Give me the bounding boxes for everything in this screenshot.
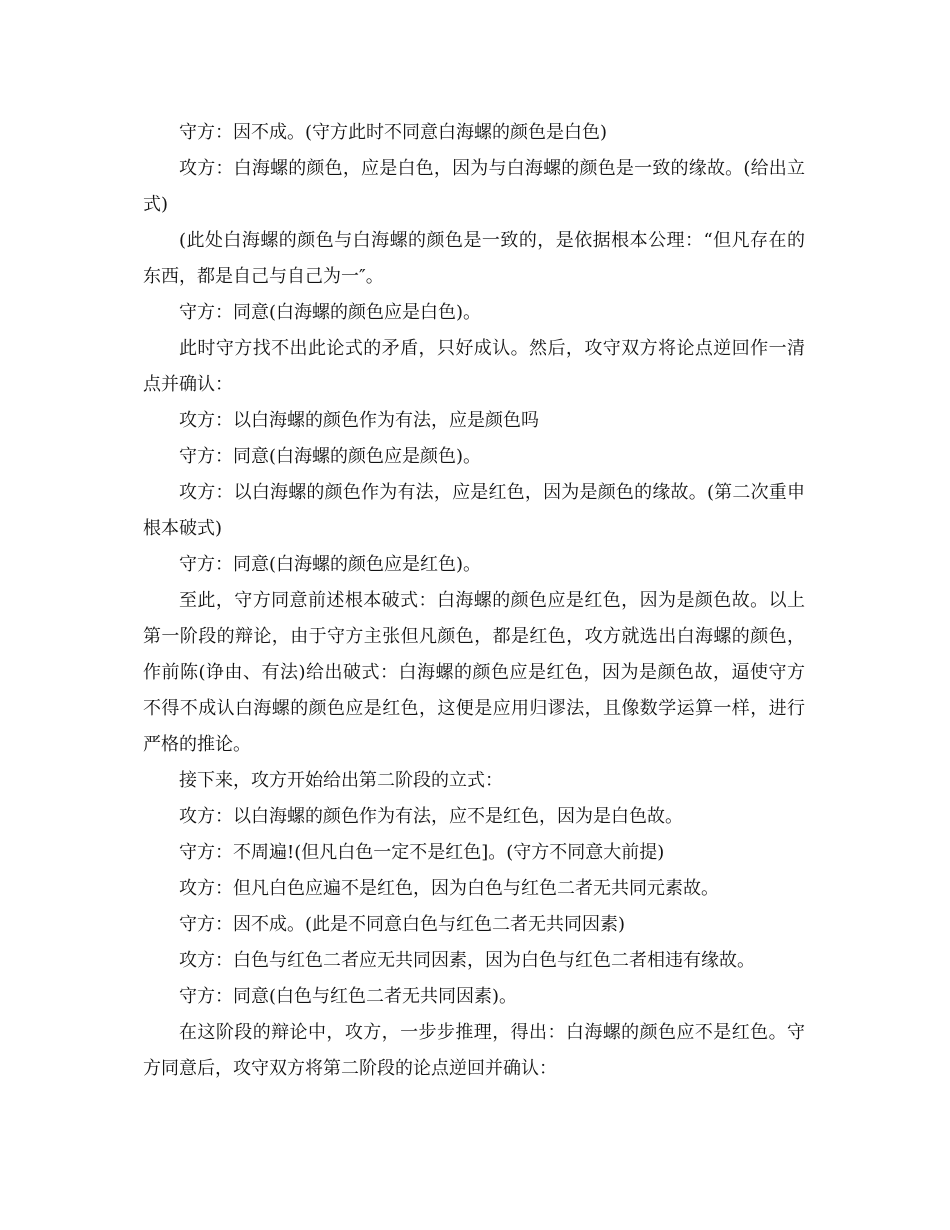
paragraph: 攻方：白海螺的颜色，应是白色，因为与白海螺的颜色是一致的缘故。(给出立式) [143, 158, 805, 215]
paragraph: 守方：因不成。(守方此时不同意白海螺的颜色是白色) [179, 122, 608, 143]
paragraph: 在这阶段的辩论中，攻方，一步步推理，得出：白海螺的颜色应不是红色。守方同意后，攻守双方将第二阶段的论点逆回并确认： [143, 1022, 805, 1079]
paragraph: 攻方：以白海螺的颜色作为有法，应不是红色，因为是白色故。 [179, 806, 683, 827]
paragraph: 此时守方找不出此论式的矛盾，只好成认。然后，攻守双方将论点逆回作一清点并确认： [143, 338, 805, 395]
paragraph: 守方：因不成。(此是不同意白色与红色二者无共同因素) [179, 914, 626, 935]
paragraph: 守方：同意(白海螺的颜色应是颜色)。 [179, 446, 482, 467]
paragraph: 守方：同意(白海螺的颜色应是白色)。 [179, 302, 482, 323]
paragraph: (此处白海螺的颜色与白海螺的颜色是一致的，是依据根本公理：“但凡存在的东西，都是自己与自己为一″。 [143, 230, 805, 287]
paragraph: 攻方：以白海螺的颜色作为有法，应是颜色吗 [179, 410, 539, 431]
paragraph: 守方：不周遍!(但凡白色一定不是红色]。(守方不同意大前提) [179, 842, 665, 863]
paragraph: 至此，守方同意前述根本破式：白海螺的颜色应是红色，因为是颜色故。以上第一阶段的辩论，由于守方主张但凡颜色，都是红色，攻方就选出白海螺的颜色，作前陈(诤由、有法)给出破式：白海螺的颜色应是红色，因为是颜色故，逼使守方不得不成认白海螺的颜色应是红色，这便是应用归谬法，且像数学运算一样，进行严格的推论。 [143, 590, 805, 755]
paragraph: 攻方：白色与红色二者应无共同因素，因为白色与红色二者相违有缘故。 [179, 950, 755, 971]
paragraph: 守方：同意(白色与红色二者无共同因素)。 [179, 986, 518, 1007]
paragraph: 攻方：但凡白色应遍不是红色，因为白色与红色二者无共同元素故。 [179, 878, 719, 899]
document-body [143, 115, 805, 1087]
paragraph: 攻方：以白海螺的颜色作为有法，应是红色，因为是颜色的缘故。(第二次重申根本破式) [143, 482, 805, 539]
paragraph: 守方：同意(白海螺的颜色应是红色)。 [179, 554, 482, 575]
paragraph: 接下来，攻方开始给出第二阶段的立式： [179, 770, 503, 791]
